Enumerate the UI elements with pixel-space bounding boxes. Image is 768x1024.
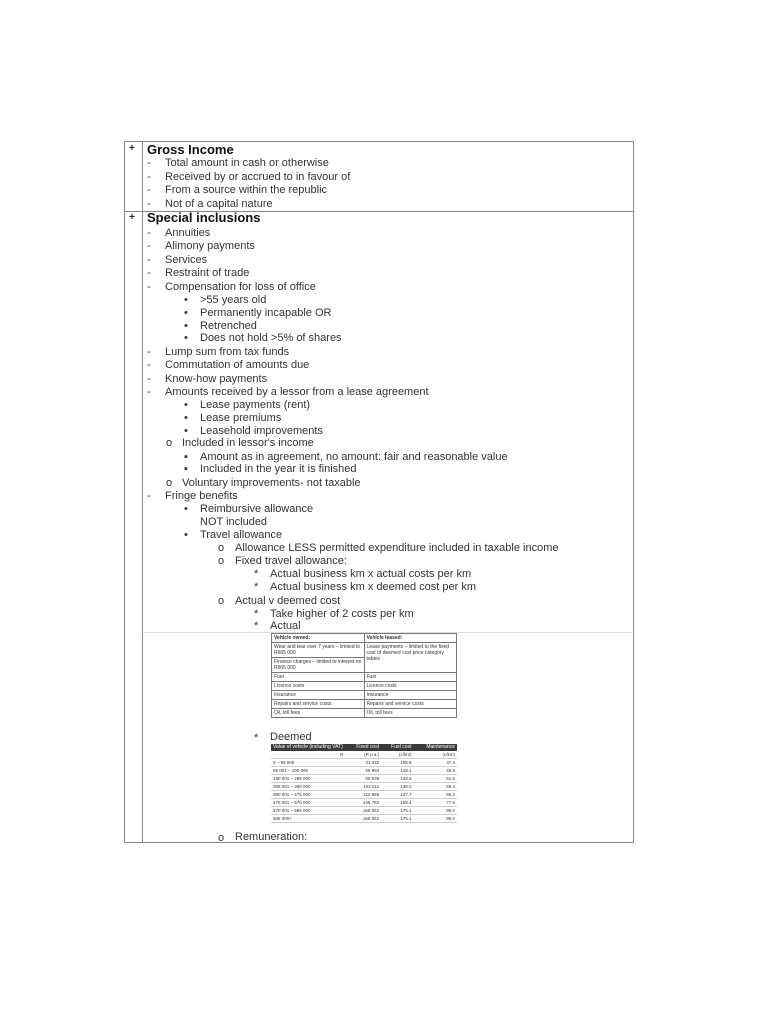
table-cell: (R p.a.) [345, 751, 381, 759]
list-item: Voluntary improvements- not taxable [182, 477, 361, 489]
list-item: Actual [270, 620, 301, 632]
table-cell: 95 001 – 190 000 [271, 767, 345, 775]
table-cell: 96.0 [413, 807, 457, 815]
list-item: Included in lessor's income [182, 437, 314, 449]
table-header-cell: Fixed cost [345, 744, 381, 751]
list-item: Actual business km x deemed cost per km [270, 581, 477, 593]
table-cell: 147.7 [381, 791, 413, 799]
table-header-cell: Maintenance [413, 744, 457, 751]
list-item: Actual business km x actual costs per km [270, 568, 472, 580]
table-cell: (c/km) [381, 751, 413, 759]
table-cell: 380 001 – 475 000 [271, 791, 345, 799]
list-item: Deemed [270, 731, 312, 743]
section-title-gross-income: Gross Income [147, 142, 234, 157]
table-row [271, 759, 457, 767]
table-cell: Insurance [364, 691, 457, 700]
table-cell: 31 332 [345, 759, 381, 767]
list-item: Travel allowance [200, 529, 283, 541]
list-item: Included in the year it is finished [200, 463, 357, 475]
table-cell: 80 539 [345, 775, 381, 783]
table-cell: 96.0 [413, 815, 457, 823]
list-item: Lump sum from tax funds [165, 346, 290, 358]
list-item: Take higher of 2 costs per km [270, 608, 414, 620]
table-cell: 475 001 – 570 000 [271, 799, 345, 807]
table-cell: 77.6 [413, 799, 457, 807]
list-item: >55 years old [200, 294, 267, 306]
table-cell: R [271, 751, 345, 759]
table-row [271, 767, 457, 775]
table-header-row [272, 634, 457, 643]
table-cell: 138.0 [381, 783, 413, 791]
list-item: NOT included [200, 516, 268, 528]
table-row [272, 700, 457, 709]
table-row [272, 691, 457, 700]
table-cell: 665 000+ [271, 815, 345, 823]
list-item: Amounts received by a lessor from a lease agreement [165, 386, 429, 398]
table-cell: 175.1 [381, 807, 413, 815]
list-item: Commutation of amounts due [165, 359, 310, 371]
list-item: Reimbursive allowance [200, 503, 314, 515]
table-cell: Wear and tear over 7 years – limited to R665 000 [272, 643, 365, 658]
table-cell: 0 – 95 000 [271, 759, 345, 767]
expand-marker: + [129, 143, 135, 154]
table-cell: 118.1 [381, 767, 413, 775]
column-divider [142, 142, 143, 842]
list-item: Lease payments (rent) [200, 399, 311, 411]
table-header-cell: Vehicle leased: [364, 634, 457, 643]
table-cell: Fuel [364, 673, 457, 682]
table-cell: 175.1 [381, 815, 413, 823]
table-cell: 570 001 – 665 000 [271, 807, 345, 815]
table-cell: 145 763 [345, 799, 381, 807]
table-row [271, 807, 457, 815]
table-row [272, 709, 457, 718]
table-cell: 168 552 [345, 815, 381, 823]
list-item: Amount as in agreement, no amount: fair and reasonable value [200, 451, 508, 463]
table-cell: (c/km) [413, 751, 457, 759]
list-item: Restraint of trade [165, 267, 250, 279]
table-cell: Oil, toll fees [272, 709, 365, 718]
table-cell: 285 001 – 380 000 [271, 783, 345, 791]
table-cell: 56.4 [413, 783, 457, 791]
table-cell: 190 001 – 285 000 [271, 775, 345, 783]
expand-marker: + [129, 212, 135, 223]
table-cell: 102 211 [345, 783, 381, 791]
list-item: Received by or accrued to in favour of [165, 171, 351, 183]
list-item: Fringe benefits [165, 490, 238, 502]
table-cell: Oil, toll fees [364, 709, 457, 718]
list-item: Services [165, 254, 208, 266]
list-item: Does not hold >5% of shares [200, 332, 342, 344]
table-cell: Repairs and service costs [272, 700, 365, 709]
table-header-cell: Vehicle owned: [272, 634, 365, 643]
table-cell: 37.4 [413, 759, 457, 767]
table-units-row [271, 751, 457, 759]
table-row [271, 775, 457, 783]
list-item: Actual v deemed cost [235, 595, 341, 607]
list-item: From a source within the republic [165, 184, 328, 196]
list-item: Annuities [165, 227, 211, 239]
table-cell: Finance charges – limited to interest on R665 000 [272, 658, 365, 673]
list-item: Leasehold improvements [200, 425, 323, 437]
table-row [271, 783, 457, 791]
deemed-cost-table [271, 744, 457, 823]
table-cell: 128.3 [381, 775, 413, 783]
table-cell: Licence costs [364, 682, 457, 691]
table-row [271, 791, 457, 799]
list-item: Allowance LESS permitted expenditure included in taxable income [235, 542, 559, 554]
list-item: Alimony payments [165, 240, 255, 252]
list-item: Know-how payments [165, 373, 268, 385]
table-row [271, 799, 457, 807]
list-item: Lease premiums [200, 412, 282, 424]
table-cell: Insurance [272, 691, 365, 700]
table-row [272, 682, 457, 691]
table-cell: Fuel [272, 673, 365, 682]
table-cell: 51.6 [413, 775, 457, 783]
list-item: Remuneration: [235, 831, 308, 843]
table-cell: 122 885 [345, 791, 381, 799]
section-title-special-inclusions: Special inclusions [147, 210, 261, 225]
list-item: Not of a capital nature [165, 198, 273, 210]
table-cell: Repairs and service costs [364, 700, 457, 709]
table-cell: 105.8 [381, 759, 413, 767]
list-item: Retrenched [200, 320, 257, 332]
table-cell: 168 552 [345, 807, 381, 815]
table-cell: 66.2 [413, 791, 457, 799]
table-cell: 55 894 [345, 767, 381, 775]
table-row [272, 673, 457, 682]
table-cell: Lease payments – limited to the fixed cost of deemed cost price category tables [364, 643, 457, 673]
list-item: Compensation for loss of office [165, 281, 316, 293]
table-header-cell: Value of vehicle (including VAT) [271, 744, 345, 751]
table-header-cell: Fuel cost [381, 744, 413, 751]
table-row [271, 815, 457, 823]
table-row [272, 643, 457, 658]
vehicle-cost-table [271, 633, 457, 718]
list-item: Fixed travel allowance: [235, 555, 347, 567]
table-cell: 46.8 [413, 767, 457, 775]
table-cell: 169.4 [381, 799, 413, 807]
list-item: Permanently incapable OR [200, 307, 332, 319]
table-cell: Licence costs [272, 682, 365, 691]
list-item: Total amount in cash or otherwise [165, 157, 329, 169]
table-header-row [271, 744, 457, 751]
